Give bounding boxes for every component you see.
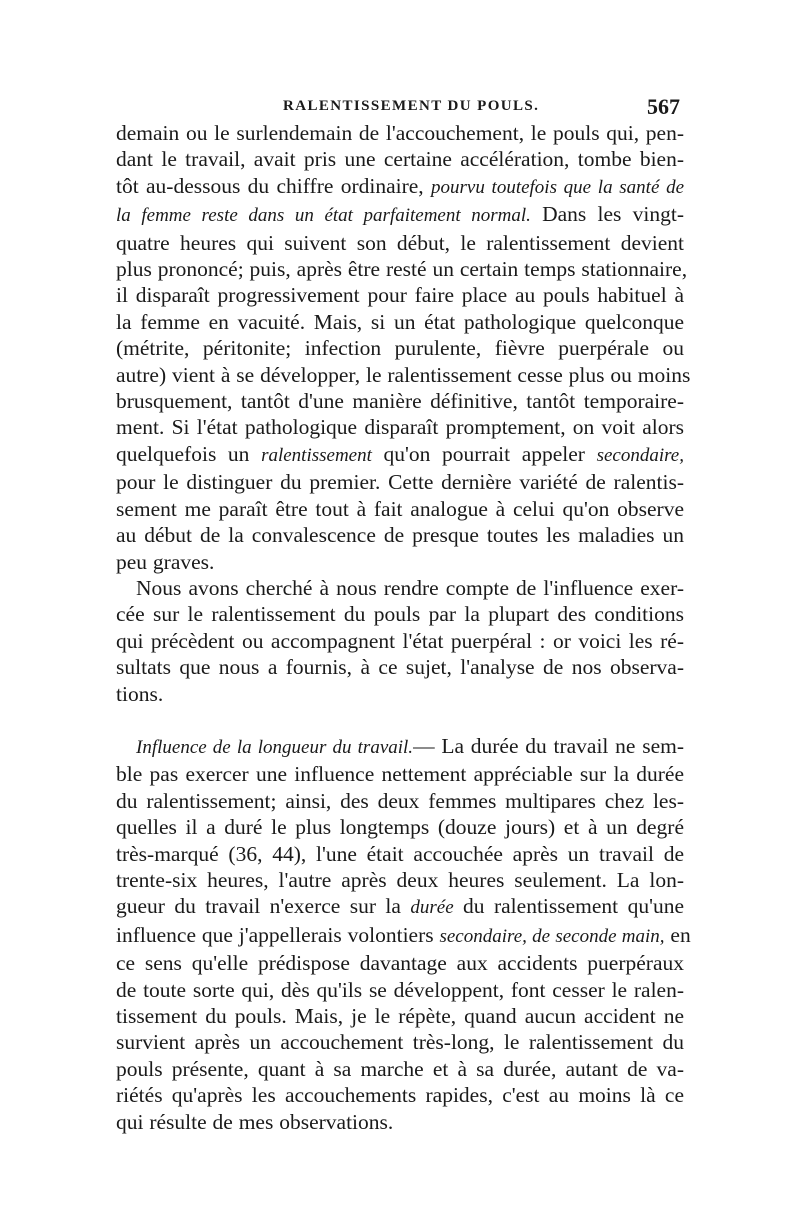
- paragraph: [116, 733, 691, 1135]
- text-line: demain ou le surlendemain de l'accouchement, le pouls qui, pen-: [116, 121, 684, 145]
- running-head: [116, 94, 684, 120]
- text-line: gueur du travail n'exerce sur la durée du ralentissement qu'une: [116, 894, 684, 919]
- italic-text: la femme reste dans un état parfaitement normal.: [116, 205, 531, 227]
- text-line: très-marqué (36, 44), l'une était accouchée après un travail de: [116, 841, 684, 866]
- text-line: dant le travail, avait pris une certaine accélération, tombe bien-: [116, 147, 684, 172]
- text-line: cée sur le ralentissement du pouls par la plupart des conditions: [116, 602, 684, 627]
- text-line: riétés qu'après les accouchements rapides, c'est au moins là ce: [116, 1083, 684, 1108]
- text-line: survient après un accouchement très-long, le ralentissement du: [116, 1030, 684, 1055]
- text-line: au début de la convalescence de presque toutes les maladies un: [116, 523, 684, 548]
- text-line: brusquement, tantôt d'une manière définitive, tantôt temporaire-: [116, 389, 684, 414]
- italic-text: pourvu toutefois que la santé de: [431, 176, 684, 198]
- text-line: sultats que nous a fournis, à ce sujet, l'analyse de nos observa-: [116, 655, 684, 680]
- text-line: sement me paraît être tout à fait analogue à celui qu'on observe: [116, 496, 684, 521]
- text-line: plus prononcé; puis, après être resté un certain temps stationnaire,: [116, 257, 688, 282]
- text-line: peu graves.: [116, 549, 215, 574]
- text-line: (métrite, péritonite; infection purulente, fièvre puerpérale ou: [116, 336, 684, 361]
- italic-text: secondaire, de seconde main,: [439, 925, 665, 947]
- italic-text: ralentissement: [261, 444, 372, 466]
- text-line: pour le distinguer du premier. Cette dernière variété de ralentis-: [116, 470, 684, 495]
- text-line: la femme en vacuité. Mais, si un état pathologique quelconque: [116, 309, 684, 334]
- page: [116, 94, 691, 1135]
- italic-text: Influence de la longueur du travail.: [136, 736, 414, 758]
- text-line: ce sens qu'elle prédispose davantage aux accidents puerpéraux: [116, 951, 684, 976]
- paragraph: [116, 575, 684, 707]
- text-line: du ralentissement; ainsi, des deux femmes multipares chez les-: [116, 788, 684, 813]
- body-text: [116, 120, 691, 1135]
- text-line: quelquefois un ralentissement qu'on pourrait appeler secondaire,: [116, 441, 684, 466]
- text-line: trente-six heures, l'autre après deux heures seulement. La lon-: [116, 867, 684, 892]
- text-line: quatre heures qui suivent son début, le ralentissement devient: [116, 230, 684, 255]
- italic-text: secondaire,: [596, 444, 684, 466]
- text-line: Nous avons cherché à nous rendre compte de l'influence exer-: [136, 575, 684, 600]
- text-line: tissement du pouls. Mais, je le répète, quand aucun accident ne: [116, 1004, 684, 1028]
- text-line: influence que j'appellerais volontiers secondaire, de seconde main, en: [116, 922, 691, 947]
- text-line: de toute sorte qui, dès qu'ils se développent, font cesser le ralen-: [116, 977, 684, 1002]
- text-line: tions.: [116, 681, 164, 706]
- italic-text: durée: [410, 897, 454, 919]
- text-line: la femme reste dans un état parfaitement normal. Dans les vingt-: [116, 202, 684, 227]
- text-line: qui précèdent ou accompagnent l'état puerpéral : or voici les ré-: [116, 628, 684, 653]
- text-line: tôt au-dessous du chiffre ordinaire, pourvu toutefois que la santé de: [116, 173, 684, 198]
- text-line: Influence de la longueur du travail.— La durée du travail ne sem-: [136, 733, 685, 758]
- text-line: il disparaît progressivement pour faire place au pouls habituel à: [116, 283, 684, 308]
- text-line: pouls présente, quant à sa marche et à sa durée, autant de va-: [116, 1056, 684, 1081]
- running-title: RALENTISSEMENT DU POULS.: [283, 98, 540, 114]
- text-line: quelles il a duré le plus longtemps (douze jours) et à un degré: [116, 815, 684, 840]
- text-line: ble pas exercer une influence nettement appréciable sur la durée: [116, 762, 684, 787]
- text-line: ment. Si l'état pathologique disparaît promptement, on voit alors: [116, 415, 684, 440]
- text-line: qui résulte de mes observations.: [116, 1109, 394, 1134]
- section-gap: [116, 707, 684, 733]
- page-number: 567: [647, 94, 680, 119]
- paragraph: [116, 120, 691, 575]
- text-line: autre) vient à se développer, le ralentissement cesse plus ou moins: [116, 362, 691, 387]
